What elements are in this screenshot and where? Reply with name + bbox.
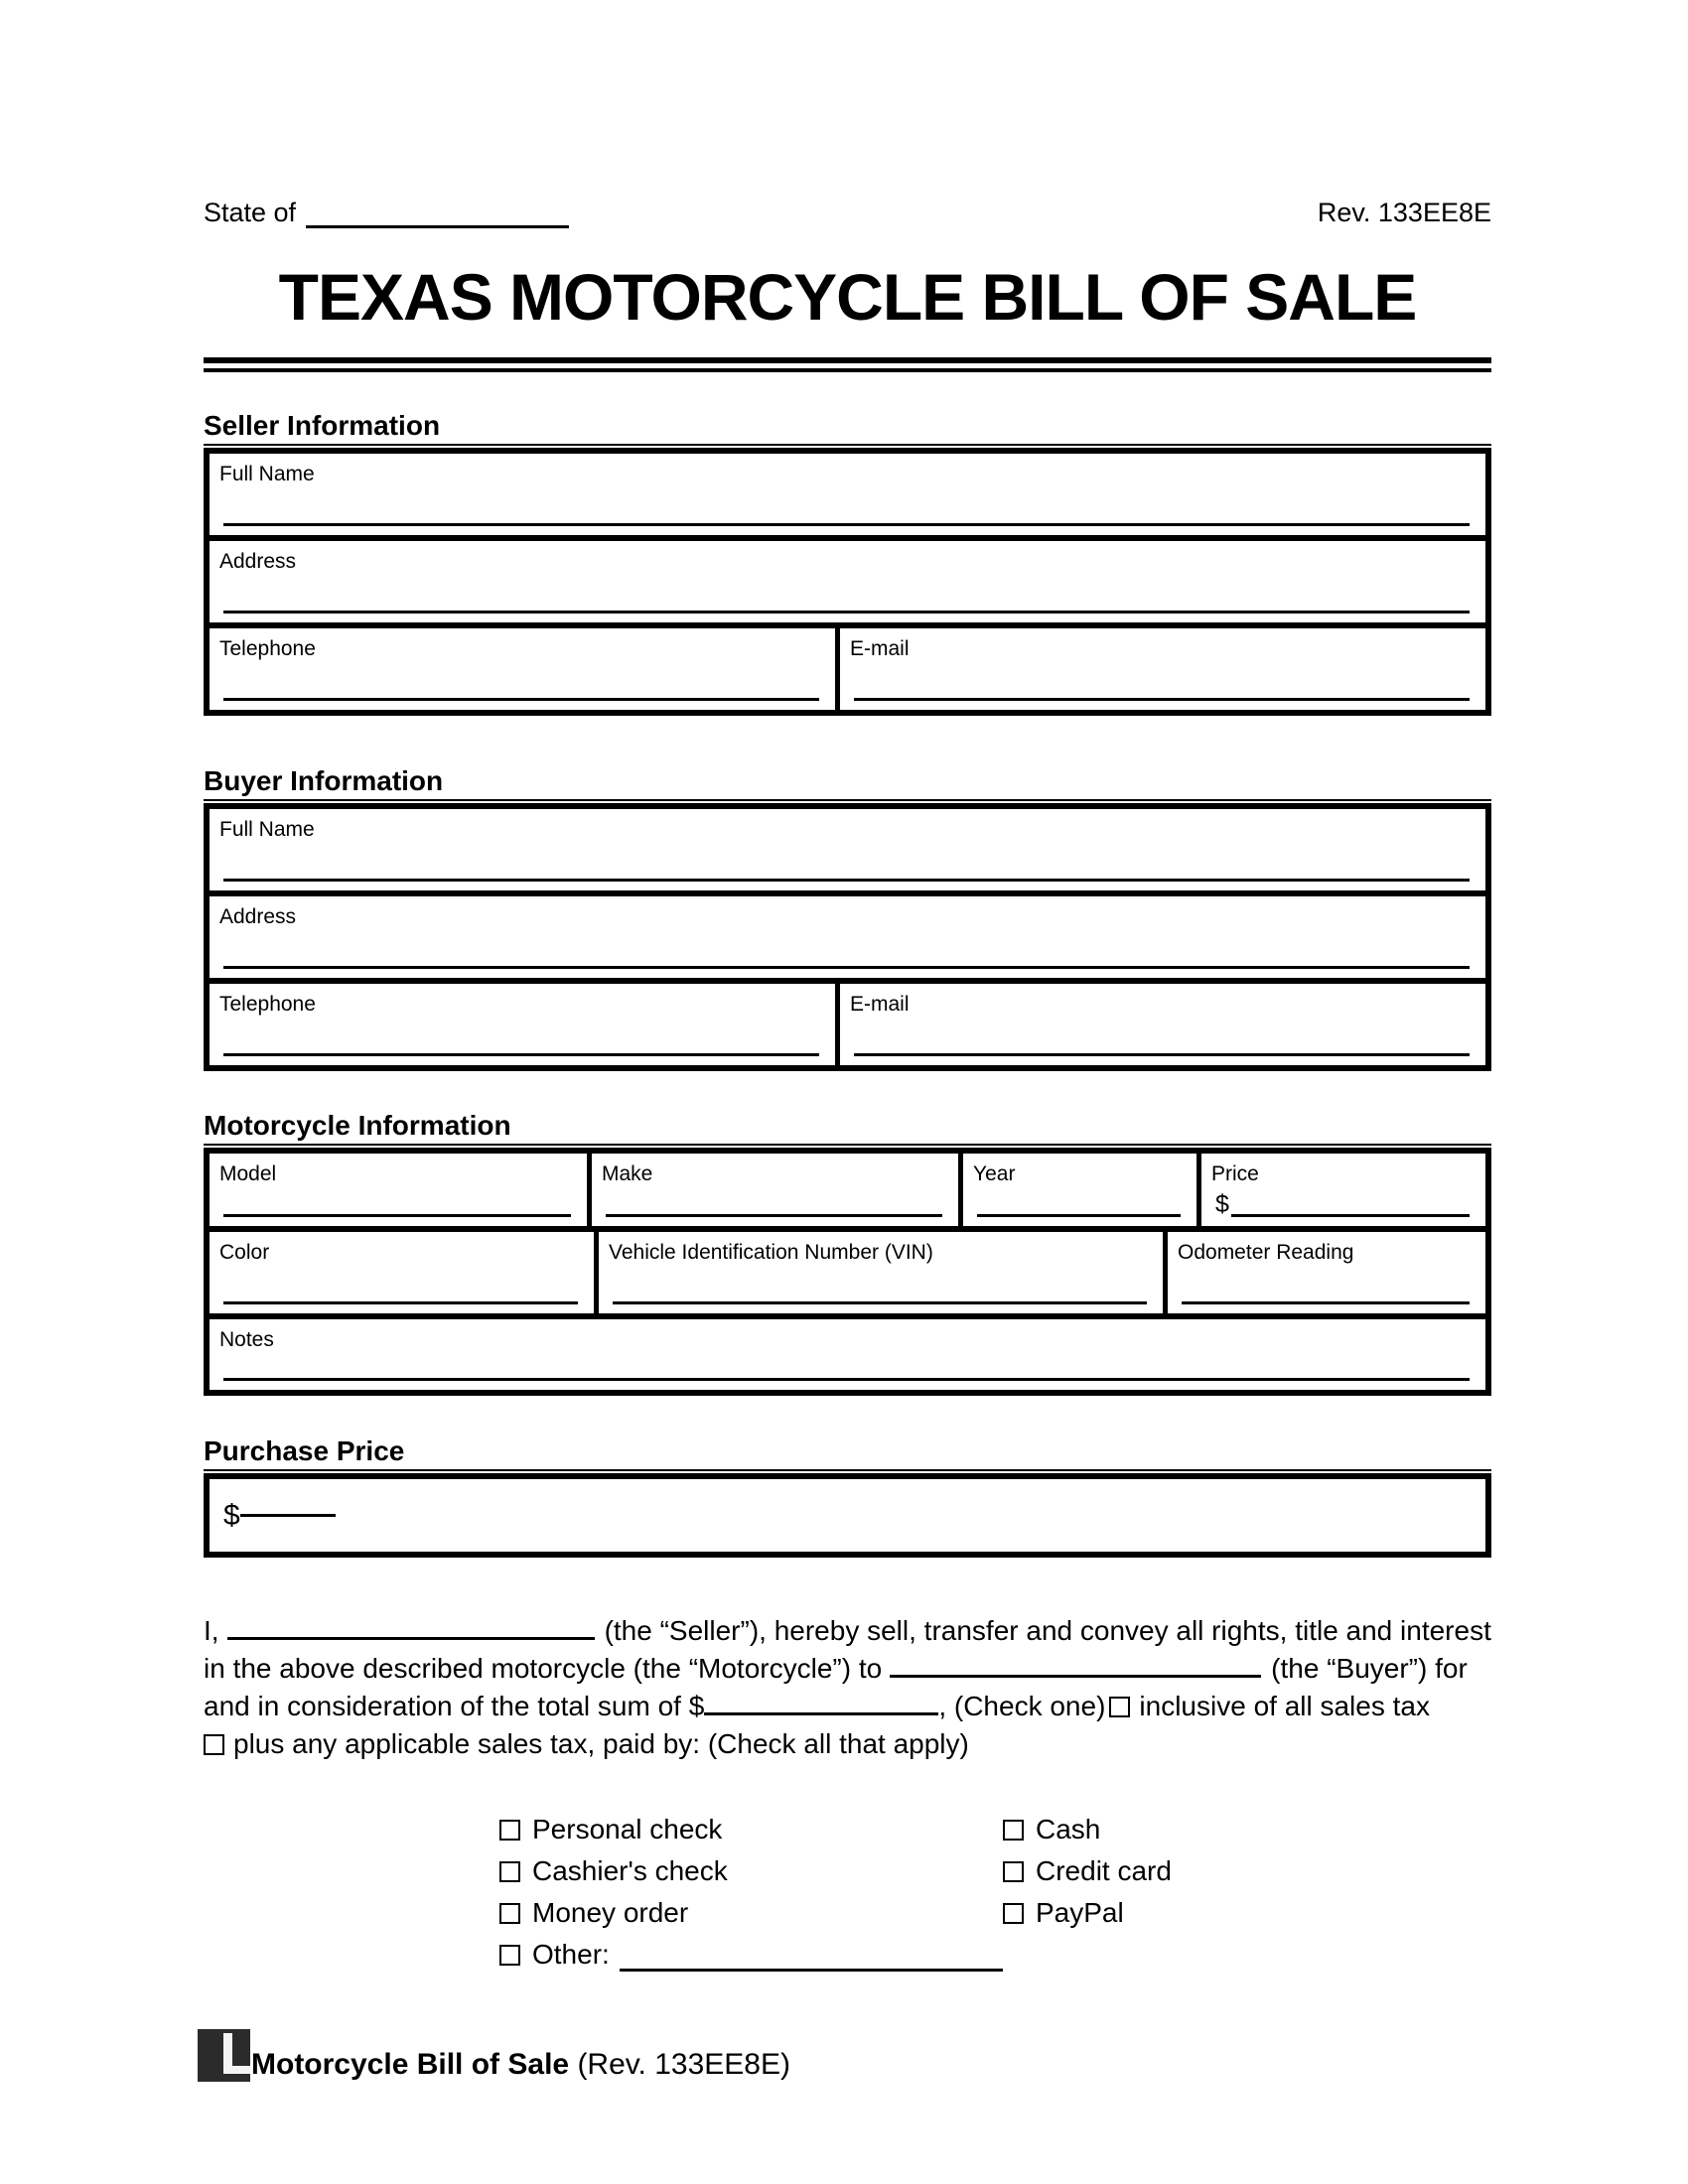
cashiers-check-label: Cashier's check [532, 1855, 728, 1886]
title-divider [204, 357, 1491, 372]
purchase-price-section-heading: Purchase Price [204, 1438, 1491, 1471]
cash-checkbox[interactable] [1003, 1820, 1024, 1841]
motorcycle-year-input-line[interactable] [977, 1214, 1181, 1217]
motorcycle-model-input-line[interactable] [223, 1214, 571, 1217]
footer-rev-label: (Rev. 133EE8E) [577, 2048, 790, 2081]
plus-sales-tax-checkbox[interactable] [204, 1734, 224, 1755]
seller-email-cell [835, 628, 1485, 710]
motorcycle-notes-input-line[interactable] [223, 1378, 1470, 1381]
agreement-text: and in consideration of the total sum of $ [204, 1691, 705, 1721]
motorcycle-make-input-line[interactable] [606, 1214, 942, 1217]
state-of-input-line[interactable] [306, 225, 569, 228]
purchase-price-box [204, 1473, 1491, 1558]
agreement-text: I, [204, 1615, 219, 1646]
motorcycle-make-label: Make [602, 1162, 653, 1185]
motorcycle-model-label: Model [219, 1162, 277, 1185]
seller-full-name-input-line[interactable] [223, 523, 1470, 526]
motorcycle-info-table [204, 1148, 1491, 1396]
seller-name-input-line[interactable] [227, 1637, 595, 1640]
list-item [499, 1892, 1003, 1934]
motorcycle-model-cell [210, 1154, 587, 1226]
other-input-line[interactable] [620, 1969, 1003, 1972]
motorcycle-section-heading: Motorcycle Information [204, 1113, 1491, 1146]
price-currency-symbol: $ [1215, 1190, 1229, 1218]
seller-address-label: Address [219, 550, 297, 573]
state-of-field [204, 197, 569, 228]
table-row [210, 809, 1485, 890]
buyer-telephone-label: Telephone [219, 993, 316, 1016]
motorcycle-odometer-input-line[interactable] [1182, 1301, 1470, 1304]
payment-methods-right-column [1003, 1809, 1172, 1976]
motorcycle-year-label: Year [973, 1162, 1016, 1185]
buyer-info-table [204, 803, 1491, 1071]
agreement-text: , (Check one) [938, 1691, 1106, 1721]
paypal-label: PayPal [1036, 1897, 1124, 1928]
cash-label: Cash [1036, 1814, 1101, 1844]
list-item [1003, 1850, 1172, 1892]
buyer-full-name-label: Full Name [219, 818, 315, 841]
agreement-text: (the “Buyer”) for [1271, 1653, 1468, 1684]
payment-methods-left-column [499, 1809, 1003, 1976]
agreement-text: (the “Seller”), hereby sell, transfer and convey all rights, title and interest [604, 1615, 1491, 1646]
buyer-section-heading: Buyer Information [204, 768, 1491, 801]
agreement-line-3 [204, 1688, 1491, 1725]
seller-telephone-input-line[interactable] [223, 698, 819, 701]
motorcycle-price-input-line[interactable] [1231, 1214, 1470, 1217]
motorcycle-vin-label: Vehicle Identification Number (VIN) [609, 1241, 933, 1264]
table-row [210, 454, 1485, 535]
buyer-full-name-input-line[interactable] [223, 879, 1470, 882]
table-row [210, 622, 1485, 710]
buyer-email-input-line[interactable] [854, 1053, 1470, 1056]
personal-check-label: Personal check [532, 1814, 723, 1844]
plus-sales-tax-label: plus any applicable sales tax, paid by: (Check all that apply) [233, 1728, 969, 1759]
buyer-telephone-cell [210, 984, 835, 1065]
table-row [210, 978, 1485, 1065]
motorcycle-odometer-label: Odometer Reading [1178, 1241, 1354, 1264]
motorcycle-color-input-line[interactable] [223, 1301, 578, 1304]
buyer-email-cell [835, 984, 1485, 1065]
inclusive-sales-tax-label: inclusive of all sales tax [1139, 1691, 1430, 1721]
motorcycle-price-label: Price [1211, 1162, 1259, 1185]
motorcycle-odometer-cell [1163, 1232, 1485, 1313]
motorcycle-make-cell [587, 1154, 958, 1226]
seller-telephone-cell [210, 628, 835, 710]
purchase-price-input-line[interactable] [240, 1514, 336, 1517]
seller-info-table [204, 448, 1491, 716]
buyer-address-input-line[interactable] [223, 966, 1470, 969]
cashiers-check-checkbox[interactable] [499, 1861, 520, 1882]
table-row [210, 535, 1485, 622]
credit-card-checkbox[interactable] [1003, 1861, 1024, 1882]
seller-address-cell [210, 541, 1485, 622]
buyer-name-input-line[interactable] [890, 1675, 1261, 1678]
list-item [1003, 1892, 1172, 1934]
form-page [204, 0, 1491, 2082]
seller-telephone-label: Telephone [219, 637, 316, 660]
legal-templates-logo-icon [198, 2029, 250, 2082]
footer [198, 2029, 1491, 2082]
state-of-label: State of [204, 198, 297, 227]
agreement-line-4 [204, 1725, 1491, 1763]
other-label: Other: [532, 1939, 610, 1970]
agreement-line-2 [204, 1650, 1491, 1688]
buyer-address-cell [210, 896, 1485, 978]
table-row [210, 1226, 1485, 1313]
list-item [1003, 1809, 1172, 1850]
inclusive-sales-tax-checkbox[interactable] [1109, 1697, 1130, 1717]
agreement-line-1 [204, 1612, 1491, 1650]
list-item [499, 1850, 1003, 1892]
agreement-text: in the above described motorcycle (the “Motorcycle”) to [204, 1653, 883, 1684]
seller-full-name-label: Full Name [219, 463, 315, 485]
buyer-full-name-cell [210, 809, 1485, 890]
motorcycle-vin-input-line[interactable] [613, 1301, 1147, 1304]
seller-address-input-line[interactable] [223, 611, 1470, 614]
motorcycle-year-cell [958, 1154, 1196, 1226]
table-row [210, 1154, 1485, 1226]
other-checkbox[interactable] [499, 1945, 520, 1966]
paypal-checkbox[interactable] [1003, 1903, 1024, 1924]
revision-label: Rev. 133EE8E [1317, 198, 1491, 227]
table-row [210, 1313, 1485, 1390]
seller-section-heading: Seller Information [204, 413, 1491, 446]
total-sum-input-line[interactable] [704, 1712, 938, 1715]
motorcycle-vin-cell [594, 1232, 1163, 1313]
list-item [499, 1934, 1003, 1976]
buyer-address-label: Address [219, 905, 297, 928]
header-row [204, 197, 1491, 228]
footer-doc-title: Motorcycle Bill of Sale [251, 2048, 570, 2081]
motorcycle-notes-label: Notes [219, 1328, 274, 1351]
seller-full-name-cell [210, 454, 1485, 535]
page-title: TEXAS MOTORCYCLE BILL OF SALE [278, 260, 1417, 334]
credit-card-label: Credit card [1036, 1855, 1172, 1886]
motorcycle-price-cell [1196, 1154, 1485, 1226]
money-order-checkbox[interactable] [499, 1903, 520, 1924]
list-item [499, 1809, 1003, 1850]
money-order-label: Money order [532, 1897, 689, 1928]
table-row [210, 890, 1485, 978]
footer-text [251, 2049, 790, 2082]
motorcycle-notes-cell [210, 1319, 1485, 1390]
agreement-paragraph [204, 1612, 1491, 1763]
motorcycle-color-cell [210, 1232, 594, 1313]
purchase-price-currency-symbol: $ [223, 1498, 240, 1532]
seller-email-label: E-mail [850, 637, 910, 660]
buyer-email-label: E-mail [850, 993, 910, 1016]
personal-check-checkbox[interactable] [499, 1820, 520, 1841]
payment-methods [499, 1809, 1491, 1976]
seller-email-input-line[interactable] [854, 698, 1470, 701]
motorcycle-color-label: Color [219, 1241, 270, 1264]
buyer-telephone-input-line[interactable] [223, 1053, 819, 1056]
